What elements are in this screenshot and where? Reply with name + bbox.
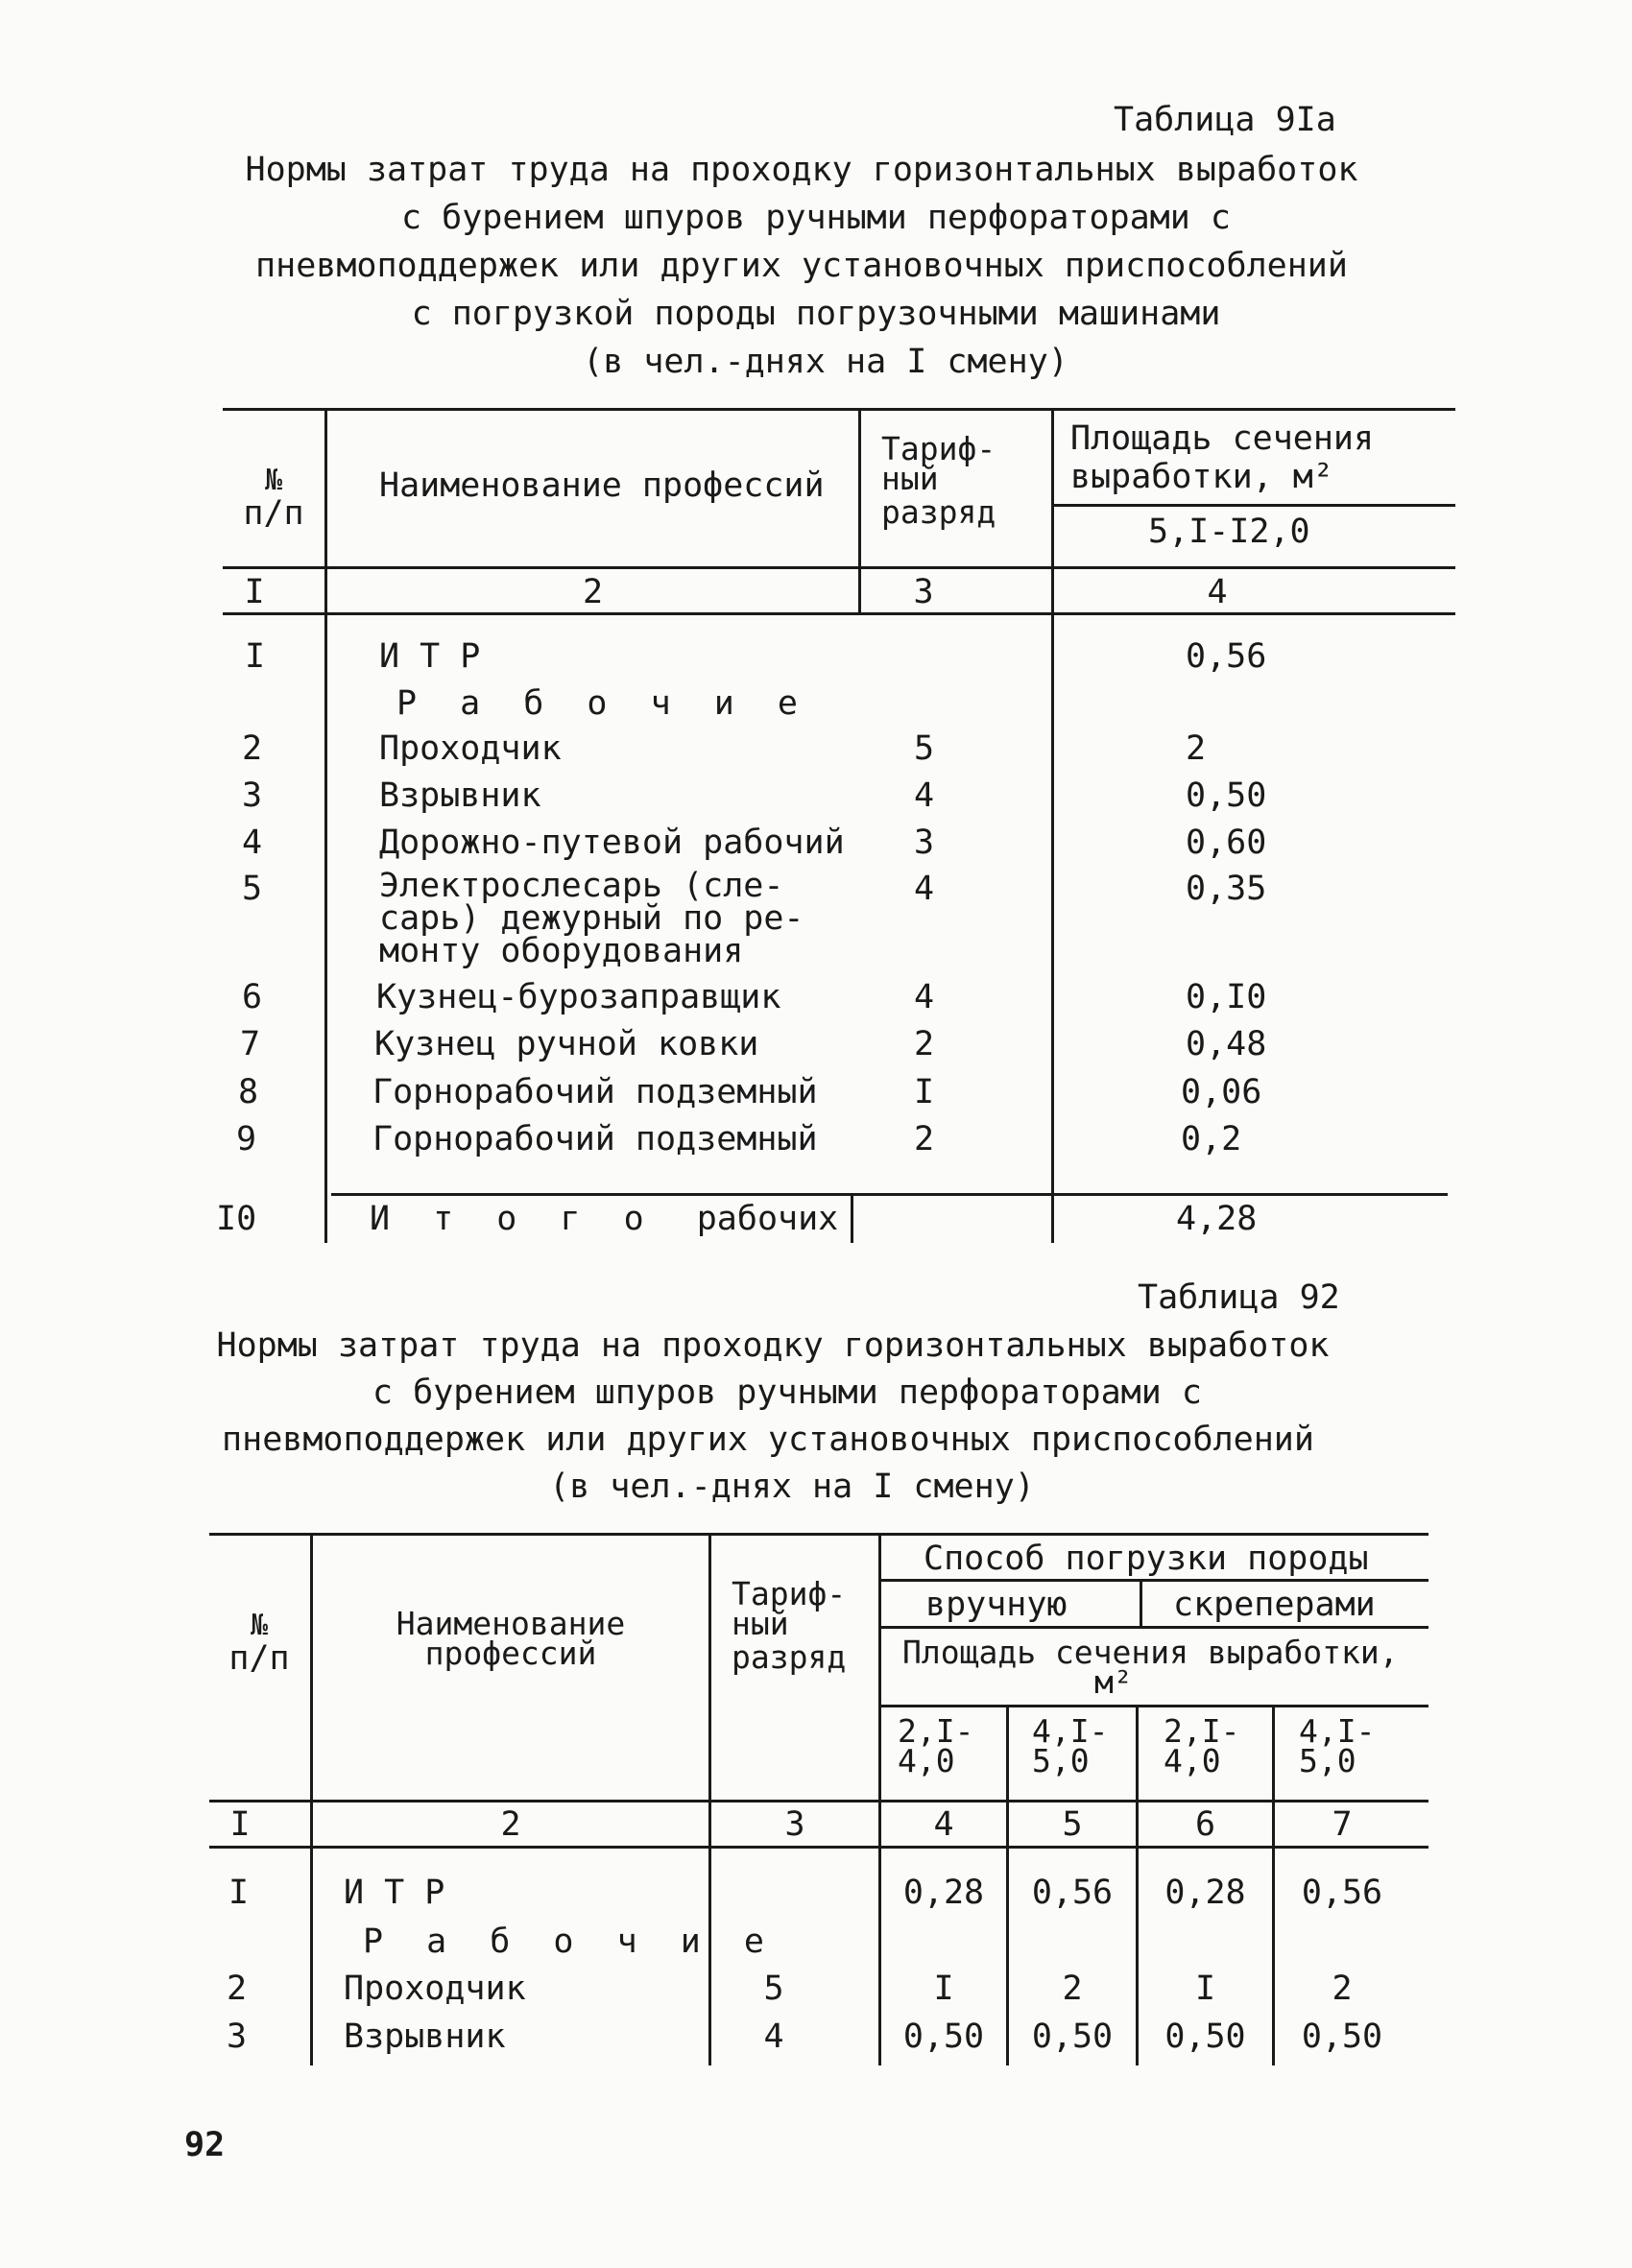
total-num: I0 [216, 1200, 257, 1238]
table92-title-line: (в чел.-днях на I смену) [549, 1468, 1035, 1506]
row-num: 2 [242, 729, 263, 768]
table-rule [209, 1533, 1428, 1536]
row-name [379, 867, 804, 970]
row-rank: 4 [914, 776, 935, 815]
column-number: 2 [500, 1805, 521, 1844]
header-profession [313, 1605, 708, 1672]
header-num-symbol: № [264, 464, 283, 497]
header-range-line: 5,0 [1032, 1742, 1090, 1779]
header-rank-line: Тариф- [732, 1575, 847, 1612]
row-name-line: сарь) дежурный по ре- [379, 899, 804, 938]
row-value: 0,56 [1186, 637, 1267, 676]
header-area-line: Площадь сечения выработки, [902, 1634, 1399, 1671]
header-range-line: 4,0 [898, 1742, 955, 1779]
column-number: 3 [784, 1805, 805, 1844]
workers-label: Р а б о ч и е [396, 684, 809, 723]
row-num: 5 [242, 870, 263, 908]
table-rule [331, 1193, 1448, 1196]
header-num-text: п/п [228, 1639, 290, 1678]
row-num: 9 [236, 1120, 257, 1158]
header-area-line: выработки, м² [1070, 458, 1333, 496]
header-range [1299, 1712, 1376, 1779]
header-range [898, 1712, 974, 1779]
row-num: 4 [242, 824, 263, 862]
total-value: 4,28 [1176, 1200, 1258, 1238]
header-num-text: п/п [243, 494, 304, 533]
header-area [1070, 419, 1374, 496]
row-value: 0,50 [1031, 2017, 1114, 2056]
column-number: 4 [933, 1805, 954, 1844]
row-value: 0,2 [1181, 1120, 1242, 1158]
column-number: 2 [582, 573, 604, 611]
row-num: 3 [242, 776, 263, 815]
column-number: 4 [1207, 573, 1228, 611]
table91a-title-line: Нормы затрат труда на проходку горизонтальных выработок [245, 151, 1358, 189]
row-value: I [933, 1970, 954, 2008]
table-rule [851, 1193, 853, 1243]
header-range-line: 4,I- [1299, 1712, 1376, 1750]
column-number: I [244, 573, 265, 611]
row-num: 8 [238, 1073, 259, 1111]
header-rank-line: разряд [732, 1638, 847, 1676]
header-area [902, 1634, 1399, 1701]
row-name: Горнорабочий подземный [372, 1120, 818, 1158]
row-name: Проходчик [344, 1970, 526, 2008]
header-range-line: 2,I- [1164, 1712, 1240, 1750]
row-rank: 4 [914, 870, 935, 908]
page-number: 92 [184, 2126, 226, 2164]
table-rule [1051, 408, 1054, 1243]
row-name: Взрывник [379, 776, 541, 815]
row-value: 0,56 [1301, 1874, 1383, 1912]
row-num: 2 [227, 1970, 248, 2008]
header-area-line: м² [1094, 1663, 1133, 1701]
table-rule [209, 1846, 1428, 1849]
row-name: И Т Р [344, 1874, 445, 1912]
row-value: 0,I0 [1186, 978, 1267, 1016]
row-value: 0,56 [1031, 1874, 1114, 1912]
table92-title-line: Нормы затрат труда на проходку горизонтальных выработок [216, 1326, 1330, 1365]
header-num-symbol: № [250, 1609, 269, 1642]
table-rule [209, 1800, 1428, 1802]
table92-title-line: пневмоподдержек или других установочных приспособлений [222, 1420, 1314, 1459]
header-area-line: Площадь сечения [1070, 419, 1375, 458]
table-rule [881, 1705, 1428, 1707]
table91a-title-line: с бурением шпуров ручными перфораторами с [401, 199, 1231, 237]
table-rule [223, 408, 1455, 411]
row-value: 2 [1062, 1970, 1083, 2008]
header-manual: вручную [925, 1586, 1068, 1624]
header-num [211, 1611, 307, 1676]
row-value: 0,60 [1186, 824, 1267, 862]
table-rule [881, 1626, 1428, 1629]
header-range [1164, 1712, 1240, 1779]
row-value: 0,50 [1186, 776, 1267, 815]
row-value: 0,50 [1164, 2017, 1246, 2056]
row-name: Дорожно-путевой рабочий [379, 824, 845, 862]
row-value: 2 [1332, 1970, 1353, 2008]
row-value: 0,35 [1186, 870, 1267, 908]
table-rule [324, 408, 327, 1243]
header-profession: Наименование профессий [379, 466, 825, 505]
row-rank: 5 [763, 1970, 784, 2008]
table91a-title-line: пневмоподдержек или других установочных приспособлений [255, 247, 1348, 285]
row-rank: 2 [914, 1025, 935, 1063]
row-rank: 4 [763, 2017, 784, 2056]
header-range-line: 2,I- [898, 1712, 974, 1750]
header-rank-line: разряд [881, 493, 996, 531]
table91a-title-line: с погрузкой породы погрузочными машинами [411, 295, 1221, 333]
header-range-line: 4,0 [1164, 1742, 1221, 1779]
total-label [370, 1200, 838, 1238]
header-range [1032, 1712, 1109, 1779]
row-value: 0,50 [1301, 2017, 1383, 2056]
row-name: Горнорабочий подземный [372, 1073, 818, 1111]
table92-label: Таблица 92 [1138, 1278, 1340, 1317]
table92-title-line: с бурением шпуров ручными перфораторами с [372, 1373, 1202, 1412]
row-rank: 3 [914, 824, 935, 862]
header-range-line: 4,I- [1032, 1712, 1109, 1750]
table-rule [1054, 504, 1455, 507]
row-num: I [228, 1874, 250, 1912]
row-num: 7 [240, 1025, 261, 1063]
column-number: 5 [1062, 1805, 1083, 1844]
header-range-line: 5,0 [1299, 1742, 1356, 1779]
table-rule [223, 566, 1455, 569]
total-label-rest: рабочих [696, 1200, 839, 1238]
table91a-title-line: (в чел.-днях на I смену) [583, 343, 1068, 381]
header-rank-line: Тариф- [881, 430, 996, 467]
table-rule [223, 612, 1455, 615]
row-num: 6 [242, 978, 263, 1016]
header-scraper: скреперами [1173, 1586, 1376, 1624]
row-value: 0,48 [1186, 1025, 1267, 1063]
column-number: 6 [1194, 1805, 1216, 1844]
row-rank: 2 [914, 1120, 935, 1158]
row-name: Проходчик [379, 729, 562, 768]
row-value: 0,50 [902, 2017, 985, 2056]
row-rank: 4 [914, 978, 935, 1016]
row-num: 3 [227, 2017, 248, 2056]
column-number: 3 [913, 573, 934, 611]
row-value: 0,28 [1164, 1874, 1246, 1912]
row-value: 2 [1186, 729, 1207, 768]
header-profession-line: Наименование [396, 1605, 626, 1642]
row-value: I [1194, 1970, 1216, 2008]
header-rank [732, 1575, 847, 1676]
table91a-label: Таблица 9Iа [1114, 101, 1336, 139]
row-value: 0,28 [902, 1874, 985, 1912]
row-name-line: монту оборудования [379, 932, 744, 970]
total-label-spaced: И т о г о [370, 1200, 656, 1238]
row-name-line: Электрослесарь (сле- [379, 867, 784, 905]
row-name: Взрывник [344, 2017, 506, 2056]
header-method: Способ погрузки породы [924, 1540, 1369, 1578]
header-profession-line: профессий [424, 1635, 597, 1672]
row-name: Кузнец ручной ковки [374, 1025, 759, 1063]
header-num [226, 466, 322, 531]
row-rank: 5 [914, 729, 935, 768]
header-rank [881, 430, 996, 531]
row-rank: I [914, 1073, 935, 1111]
column-number: 7 [1332, 1805, 1353, 1844]
header-rank-line: ный [881, 460, 939, 497]
row-value: 0,06 [1181, 1073, 1262, 1111]
table-rule [1140, 1582, 1142, 1626]
column-number: I [229, 1805, 251, 1844]
table-rule [881, 1579, 1428, 1582]
row-name: Кузнец-бурозаправщик [376, 978, 781, 1016]
row-name: И Т Р [379, 637, 481, 676]
header-area-range: 5,I-I2,0 [1148, 513, 1310, 551]
row-num: I [245, 637, 266, 676]
header-rank-line: ный [732, 1605, 789, 1642]
workers-label: Р а б о ч и е [363, 1922, 776, 1961]
